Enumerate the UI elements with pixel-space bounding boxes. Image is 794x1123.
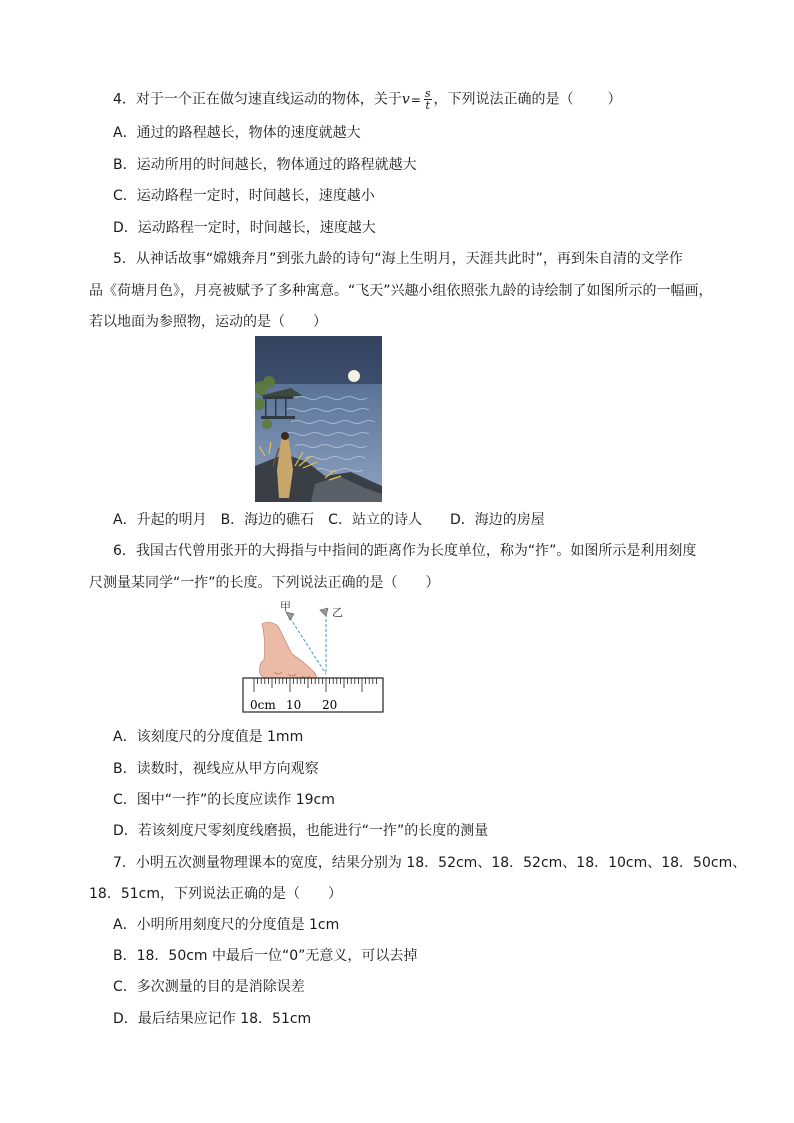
q4-formula-den: t — [425, 99, 430, 112]
q4-stem-after: ，下列说法正确的是（ — [433, 91, 574, 108]
label-jia: 甲 — [280, 600, 291, 613]
q7-stem-line2: 18．51cm，下列说法正确的是（ ） — [89, 886, 342, 902]
q4-formula-eq: = — [410, 92, 421, 107]
q6-option-c[interactable]: C．图中“一拃”的长度应读作 19cm — [113, 792, 335, 808]
q5-options[interactable]: A．升起的明月 B．海边的礁石 C．站立的诗人 D．海边的房屋 — [113, 512, 545, 528]
q7-option-a[interactable]: A．小明所用刻度尺的分度值是 1cm — [113, 917, 340, 933]
q4-option-c[interactable]: C．运动路程一定时，时间越长，速度越小 — [113, 188, 375, 204]
ruler-hand-figure — [240, 600, 386, 716]
moon-sea-painting — [255, 336, 382, 502]
q4-stem-before: 4．对于一个正在做匀速直线运动的物体，关于 — [113, 91, 402, 108]
q4-option-d[interactable]: D．运动路程一定时，时间越长，速度越大 — [113, 220, 376, 236]
q4-formula-v: v — [401, 91, 410, 108]
q6-option-b[interactable]: B．读数时，视线应从甲方向观察 — [113, 761, 319, 777]
q5-stem-line1: 5．从神话故事“嫦娥奔月”到张九龄的诗句“海上生明月，天涯共此时”，再到朱自清的文学作 — [113, 251, 683, 267]
ruler-label-20: 20 — [322, 698, 338, 712]
q6-stem-line2: 尺测量某同学“一拃”的长度。下列说法正确的是（ ） — [89, 575, 440, 591]
q6-option-d[interactable]: D．若该刻度尺零刻度线磨损，也能进行“一拃”的长度的测量 — [113, 823, 489, 839]
eye-jia-icon — [286, 612, 294, 620]
q7-option-c[interactable]: C．多次测量的目的是消除误差 — [113, 979, 305, 995]
q4-stem — [113, 88, 622, 111]
q4-formula-num: s — [424, 87, 431, 100]
q6-stem-line1: 6．我国古代曾用张开的大拇指与中指间的距离作为长度单位，称为“拃”。如图所示是利用刻度 — [113, 543, 697, 559]
ruler-label-0cm: 0cm — [250, 698, 276, 712]
q4-stem-close: ） — [607, 91, 622, 108]
moon-icon — [348, 370, 360, 382]
eye-yi-icon — [320, 608, 328, 616]
label-yi: 乙 — [332, 606, 343, 619]
q7-option-b[interactable]: B．18．50cm 中最后一位“0”无意义，可以去掉 — [113, 948, 418, 964]
q4-formula-fraction — [424, 88, 432, 111]
ruler-label-10: 10 — [286, 698, 302, 712]
q5-stem-line2: 品《荷塘月色》，月亮被赋予了多种寓意。“飞天”兴趣小组依照张九龄的诗绘制了如图所示的一幅画， — [89, 283, 713, 299]
q6-option-a[interactable]: A．该刻度尺的分度值是 1mm — [113, 729, 304, 745]
q7-option-d[interactable]: D．最后结果应记作 18．51cm — [113, 1011, 312, 1027]
q4-option-a[interactable]: A．通过的路程越长，物体的速度就越大 — [113, 125, 361, 141]
q4-option-b[interactable]: B．运动所用的时间越长，物体通过的路程就越大 — [113, 157, 417, 173]
q7-stem-line1: 7．小明五次测量物理课本的宽度，结果分别为 18．52cm、18．52cm、18．10cm、18．50cm、 — [113, 855, 747, 871]
hand-icon — [260, 622, 317, 684]
q5-stem-line3: 若以地面为参照物，运动的是（ ） — [89, 314, 327, 330]
